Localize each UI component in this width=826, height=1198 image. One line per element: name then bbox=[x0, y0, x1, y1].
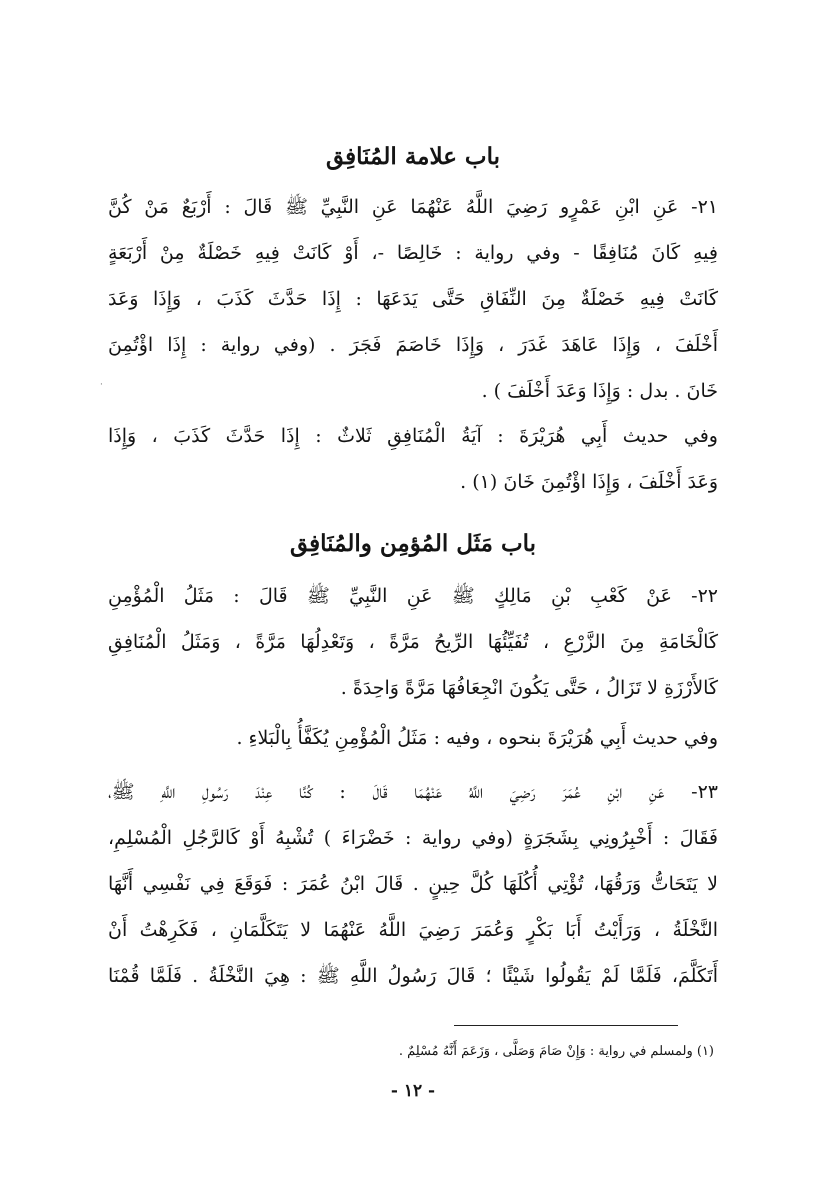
hadith-22-line: كَالأَرْزَةِ لا تَزَالُ ، حَتَّى يَكُونَ انْجِعَافُهَا مَرَّةً وَاحِدَةً . bbox=[340, 677, 718, 699]
chapter-heading-hypocrite-signs: باب علامة المُنَافِق bbox=[326, 143, 500, 170]
hadith-22 bbox=[108, 573, 718, 711]
hadith-23-line: لا يَتَحَاتُّ وَرَقُهَا، تُؤْتِي أُكُلَهَا كُلَّ حِينٍ . قَالَ ابْنُ عُمَرَ : فَوَقَعَ فِي نَفْسِي أَنَّهَا bbox=[108, 873, 718, 895]
chapter-heading-believer-hypocrite-parable: باب مَثَل المُؤمِن والمُنَافِق bbox=[289, 530, 537, 557]
note-line: وفي حديث أَبِي هُرَيْرَةَ : آيَةُ الْمُنَافِقِ ثَلاثٌ : إِذَا حَدَّثَ كَذَبَ ، وَإِذَا bbox=[108, 425, 718, 447]
footnote-separator bbox=[454, 1025, 678, 1026]
hadith-21 bbox=[108, 184, 718, 414]
hadith-23-line: أَتَكَلَّمَ، فَلَمَّا لَمْ يَقُولُوا شَيْئًا ؛ قَالَ رَسُولُ اللَّهِ ﷺ : هِيَ النَّخْلَةُ . فَلَمَّا قُمْنَا bbox=[108, 965, 718, 987]
hadith-21-line: كَانَتْ فِيهِ خَصْلَةٌ مِنَ النِّفَاقِ حَتَّى يَدَعَهَا : إِذَا حَدَّثَ كَذَبَ ، وَإِذَا وَعَدَ bbox=[108, 288, 718, 310]
note-line: وفي حديث أَبِي هُرَيْرَةَ بنحوه ، وفيه : مَثَلُ الْمُؤْمِنِ يُكَفَّأُ بِالْبَلاءِ . bbox=[236, 727, 718, 749]
note-line: وَعَدَ أَخْلَفَ ، وَإِذَا اؤْتُمِنَ خَانَ (١) . bbox=[460, 471, 718, 493]
hadith-22-abu-hurayra-note bbox=[108, 715, 718, 761]
hadith-21-line: فِيهِ كَانَ مُنَافِقًا - وفي رواية : خَالِصًا -، أَوْ كَانَتْ فِيهِ خَصْلَةٌ مِنْ أَرْبَعَةٍ bbox=[108, 242, 718, 264]
hadith-23-line: النَّخْلَةُ ، وَرَأَيْتُ أَبَا بَكْرٍ وَعُمَرَ رَضِيَ اللَّهُ عَنْهُمَا لا يَتَكَلَّمَانِ ، فَكَرِهْتُ أَنْ bbox=[108, 919, 718, 941]
hadith-23-line: فَقَالَ : أَخْبِرُونِي بِشَجَرَةٍ (وفي رواية : خَضْرَاءَ ) تُشْبِهُ أَوْ كَالرَّجُلِ الْمُسْلِمِ، bbox=[108, 827, 718, 849]
hadith-23-line: ٢٣- عَنِ ابْنِ عُمَرَ رَضِيَ اللَّهُ عَنْهُمَا قَالَ : كُنَّا عِنْدَ رَسُولِ اللَّهِ ﷺ، bbox=[108, 781, 718, 803]
scan-speck: · bbox=[100, 380, 103, 390]
hadith-22-line: كَالْخَامَةِ مِنَ الزَّرْعِ ، تُفَيِّئُهَا الرِّيحُ مَرَّةً ، وَتَعْدِلُهَا مَرَّةً ، وَمَثَلُ الْمُنَافِقِ bbox=[108, 631, 718, 653]
page-number: - ١٢ - bbox=[390, 1081, 436, 1101]
hadith-22-line: ٢٢- عَنْ كَعْبِ بْنِ مَالِكٍ ﷺ عَنِ النَّبِيِّ ﷺ قَالَ : مَثَلُ الْمُؤْمِنِ bbox=[108, 585, 718, 607]
hadith-21-line: ٢١- عَنِ ابْنِ عَمْرٍو رَضِيَ اللَّهُ عَنْهُمَا عَنِ النَّبِيِّ ﷺ قَالَ : أَرْبَعٌ مَنْ كُنَّ bbox=[108, 196, 718, 218]
footnote: (١) ولمسلم في رواية : وَإِنْ صَامَ وَصَلَّى ، وَزَعَمَ أَنَّهُ مُسْلِمٌ . bbox=[398, 1044, 714, 1059]
hadith-21-line: أَخْلَفَ ، وَإِذَا عَاهَدَ غَدَرَ ، وَإِذَا خَاصَمَ فَجَرَ . (وفي رواية : إِذَا اؤْتُمِنَ bbox=[108, 334, 718, 356]
hadith-21-abu-hurayra-note bbox=[108, 413, 718, 505]
hadith-23 bbox=[108, 769, 718, 999]
hadith-21-line: خَانَ . بدل : وَإِذَا وَعَدَ أَخْلَفَ ) . bbox=[481, 380, 718, 402]
